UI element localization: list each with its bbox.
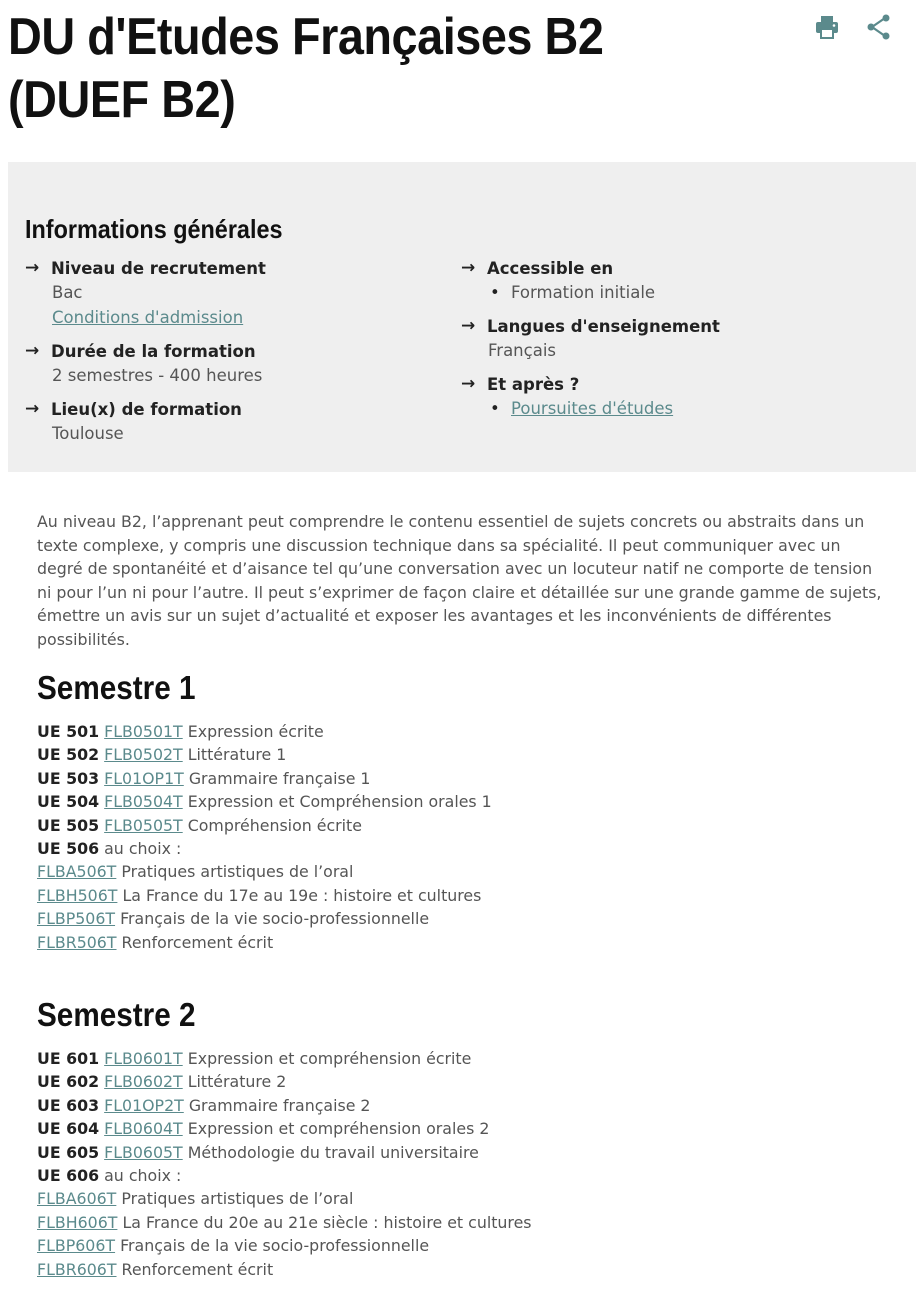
course-code-link[interactable]: FL01OP2T — [104, 1095, 184, 1115]
field-label: Niveau de recrutement — [51, 259, 266, 278]
field-label: Lieu(x) de formation — [51, 400, 242, 419]
field-accessible — [461, 257, 901, 305]
ue-number: UE 505 — [37, 815, 100, 835]
course-row — [37, 1047, 897, 1070]
ue-number: UE 602 — [37, 1072, 100, 1092]
arrow-right-icon: → — [461, 316, 476, 336]
field-value: Bac — [52, 283, 83, 302]
course-row — [37, 1070, 897, 1093]
field-after — [461, 373, 901, 421]
arrow-right-icon: → — [461, 374, 476, 394]
course-code-link[interactable]: FLBA506T — [37, 862, 117, 882]
field-label: Langues d'enseignement — [487, 317, 720, 336]
course-code-link[interactable]: FLB0505T — [104, 815, 183, 835]
course-row — [37, 767, 897, 790]
page-actions — [812, 12, 894, 42]
course-row — [37, 790, 897, 813]
ue-number: UE 504 — [37, 792, 100, 812]
ue-number: UE 605 — [37, 1142, 100, 1162]
course-name: Littérature 2 — [187, 1072, 287, 1092]
course-name: Français de la vie socio-professionnelle — [120, 1236, 430, 1256]
course-code-link[interactable]: FLBR506T — [37, 932, 117, 952]
share-icon[interactable] — [864, 12, 894, 42]
ue-number: UE 502 — [37, 745, 100, 765]
course-code-link[interactable]: FLB0605T — [104, 1142, 183, 1162]
field-languages — [461, 315, 901, 363]
course-code-link[interactable]: FLBP606T — [37, 1236, 116, 1256]
intro-paragraph: Au niveau B2, l’apprenant peut comprendre le contenu essentiel de sujets concrets ou abstraits dans un texte complexe, y compris une discussion technique dans sa spécialité. Il peut communiquer avec un degré de spontanéité et d’aisance tel qu’une conversation avec un locuteur natif ne comporte de tension ni pour l’un ni pour l’autre. Il peut s’exprimer de façon claire et détaillée sur une grande gamme de sujets, émettre un avis sur un sujet d’actualité et exposer les avantages et les inconvénients de différentes possibilités. — [37, 512, 882, 649]
course-row — [37, 860, 897, 883]
course-row — [37, 931, 897, 954]
field-bullet: • Formation initiale — [461, 280, 901, 305]
course-row — [37, 1164, 897, 1187]
course-code-link[interactable]: FLBP506T — [37, 909, 116, 929]
ue-number: UE 604 — [37, 1119, 100, 1139]
field-label: Accessible en — [487, 259, 614, 278]
field-recruitment-level — [25, 257, 445, 330]
print-icon[interactable] — [812, 12, 842, 42]
course-row — [37, 814, 897, 837]
course-row — [37, 1141, 897, 1164]
field-label: Durée de la formation — [51, 342, 256, 361]
semester-1-course-list — [37, 720, 897, 954]
arrow-right-icon: → — [461, 258, 476, 278]
course-row — [37, 1211, 897, 1234]
course-name: Compréhension écrite — [187, 815, 362, 835]
course-row — [37, 743, 897, 766]
course-name: au choix : — [104, 1165, 182, 1185]
ue-number: UE 506 — [37, 838, 100, 858]
course-row — [37, 1187, 897, 1210]
course-name: Expression écrite — [187, 722, 324, 741]
course-name: Littérature 1 — [187, 745, 287, 765]
course-name: Méthodologie du travail universitaire — [187, 1142, 479, 1162]
semester-2-title: Semestre 2 — [37, 996, 196, 1033]
course-code-link[interactable]: FLB0602T — [104, 1072, 183, 1092]
course-row — [37, 837, 897, 860]
course-name: Renforcement écrit — [121, 932, 274, 952]
ue-number: UE 606 — [37, 1165, 100, 1185]
field-bullet — [461, 396, 901, 421]
course-code-link[interactable]: FLB0601T — [104, 1049, 183, 1068]
ue-number: UE 503 — [37, 768, 100, 788]
course-row — [37, 1234, 897, 1257]
field-value: Toulouse — [52, 424, 124, 443]
arrow-right-icon: → — [25, 399, 40, 419]
page-title: DU d'Etudes Françaises B2 (DUEF B2) — [8, 8, 604, 129]
info-column-left — [25, 257, 445, 456]
course-row — [37, 884, 897, 907]
course-code-link[interactable]: FLBA606T — [37, 1189, 117, 1209]
course-row — [37, 1258, 897, 1281]
ue-number: UE 601 — [37, 1049, 100, 1068]
course-name: Expression et compréhension écrite — [187, 1049, 472, 1068]
course-name: Pratiques artistiques de l’oral — [121, 1189, 354, 1209]
course-code-link[interactable]: FLBH506T — [37, 885, 118, 905]
course-code-link[interactable]: FLB0502T — [104, 745, 183, 765]
course-name: Expression et Compréhension orales 1 — [187, 792, 492, 812]
course-code-link[interactable]: FLB0501T — [104, 722, 183, 741]
general-info-title: Informations générales — [25, 214, 283, 244]
course-code-link[interactable]: FLBR606T — [37, 1259, 117, 1279]
course-name: au choix : — [104, 838, 182, 858]
course-code-link[interactable]: FLB0604T — [104, 1119, 183, 1139]
course-row — [37, 1094, 897, 1117]
course-code-link[interactable]: FLB0504T — [104, 792, 183, 812]
course-row — [37, 1117, 897, 1140]
general-info-panel — [8, 162, 916, 472]
admission-conditions-link[interactable]: Conditions d'admission — [52, 308, 244, 327]
field-location — [25, 398, 445, 446]
course-code-link[interactable]: FLBH606T — [37, 1212, 118, 1232]
course-row — [37, 720, 897, 743]
course-name: Grammaire française 2 — [188, 1095, 371, 1115]
field-duration — [25, 340, 445, 388]
arrow-right-icon: → — [25, 341, 40, 361]
course-name: Grammaire française 1 — [188, 768, 371, 788]
field-value: 2 semestres - 400 heures — [52, 366, 263, 385]
course-name: Pratiques artistiques de l’oral — [121, 862, 354, 882]
semester-1-title: Semestre 1 — [37, 669, 196, 706]
course-name: Français de la vie socio-professionnelle — [120, 909, 430, 929]
field-label: Et après ? — [487, 375, 580, 394]
ue-number: UE 501 — [37, 722, 100, 741]
course-name: La France du 20e au 21e siècle : histoire et cultures — [122, 1212, 532, 1232]
course-name: La France du 17e au 19e : histoire et cultures — [122, 885, 482, 905]
field-value: Français — [488, 341, 557, 360]
course-name: Renforcement écrit — [121, 1259, 274, 1279]
course-name: Expression et compréhension orales 2 — [187, 1119, 490, 1139]
ue-number: UE 603 — [37, 1095, 100, 1115]
course-row — [37, 907, 897, 930]
semester-2-course-list — [37, 1047, 897, 1281]
course-code-link[interactable]: FL01OP1T — [104, 768, 184, 788]
further-studies-link[interactable]: Poursuites d'études — [511, 399, 674, 418]
info-column-right — [461, 257, 901, 431]
arrow-right-icon: → — [25, 258, 40, 278]
